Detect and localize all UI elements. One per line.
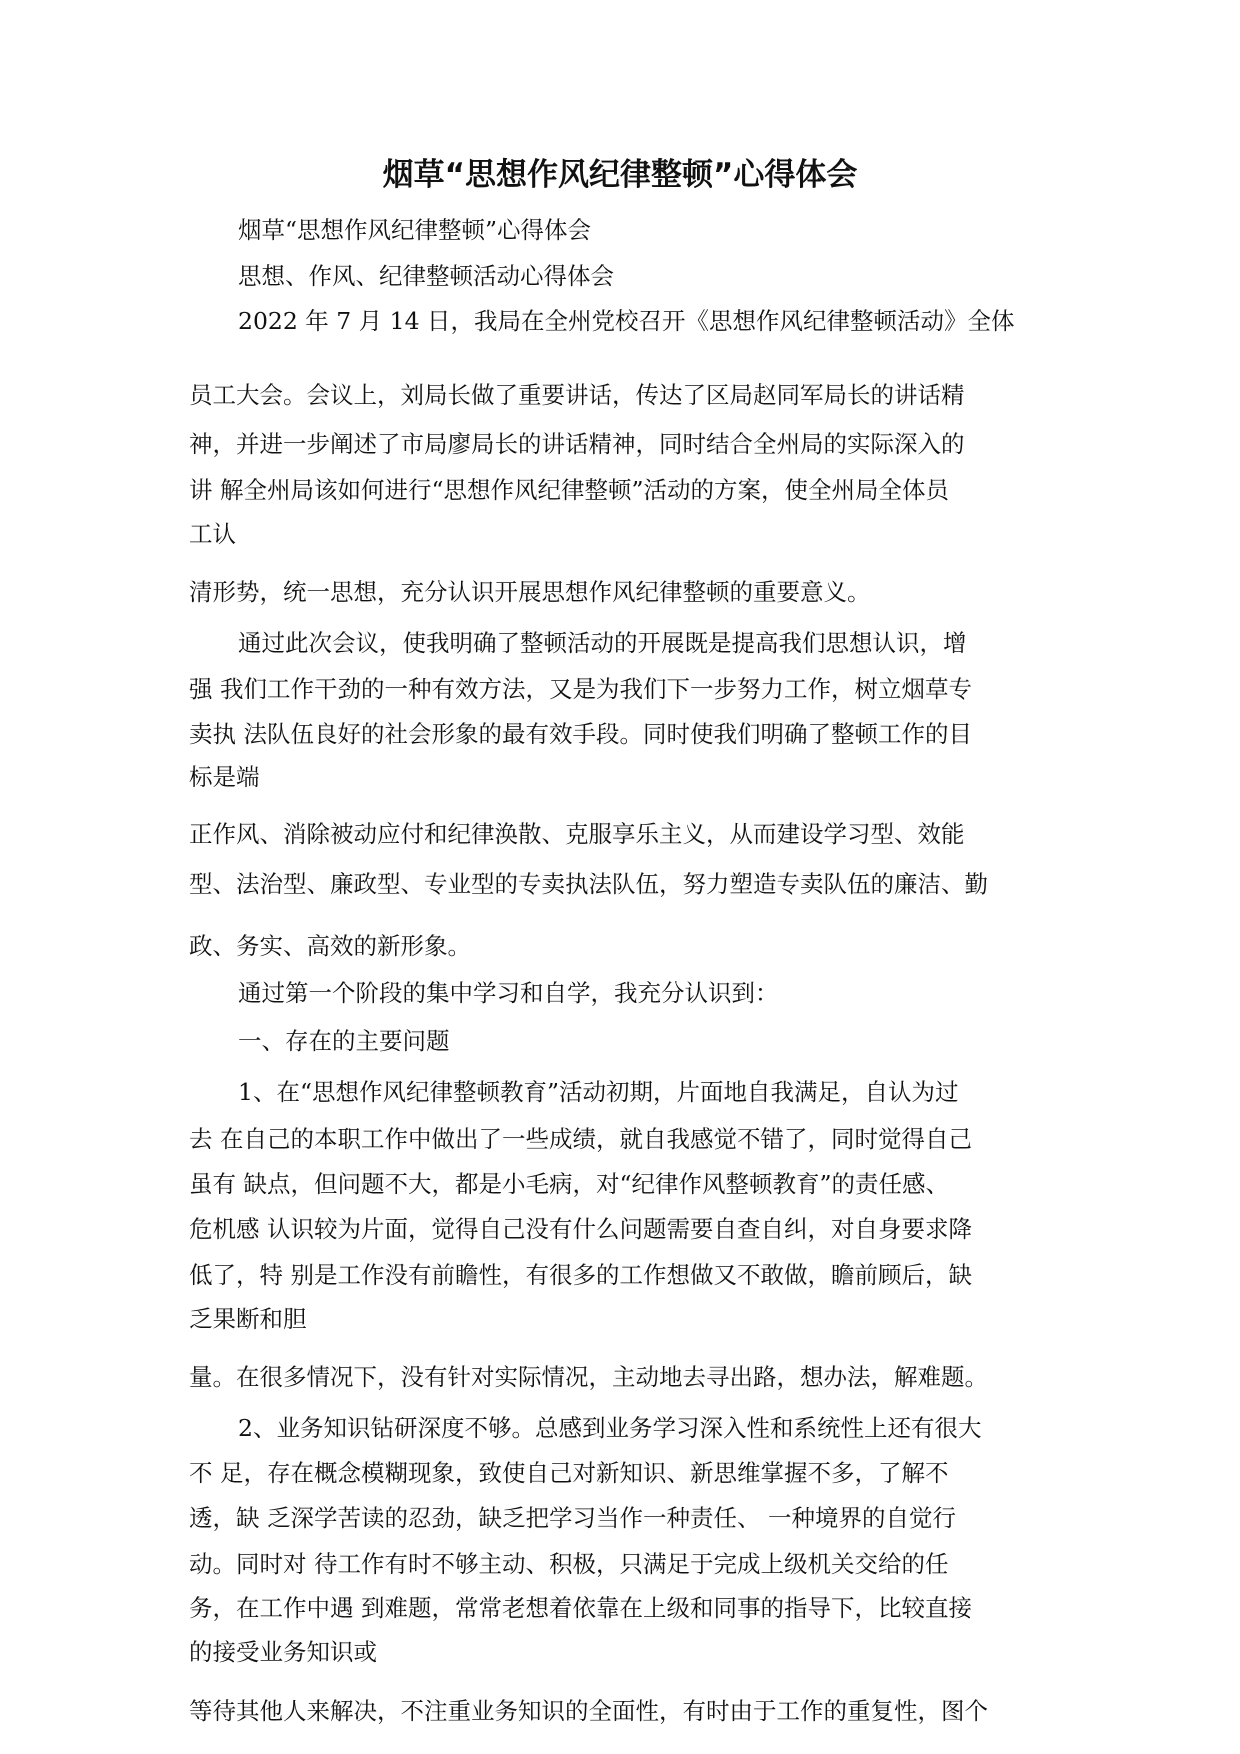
text-line: 等待其他人来解决，不注重业务知识的全面性，有时由于工作的重复性，图个 bbox=[189, 1697, 988, 1725]
text-line: 危机感 认识较为片面，觉得自己没有什么问题需要自查自纠，对自身要求降 bbox=[189, 1215, 972, 1243]
text-line: 低了，特 别是工作没有前瞻性，有很多的工作想做又不敢做，瞻前顾后，缺 bbox=[189, 1261, 972, 1289]
text-line: 虽有 缺点，但问题不大，都是小毛病，对“纪律作风整顿教育”的责任感、 bbox=[189, 1170, 949, 1198]
text-line: 不 足，存在概念模糊现象，致使自己对新知识、新思维掌握不多，了解不 bbox=[189, 1459, 949, 1487]
text-line: 工认 bbox=[189, 520, 236, 548]
text-line: 卖执 法队伍良好的社会形象的最有效手段。同时使我们明确了整顿工作的目 bbox=[189, 720, 972, 748]
text-line: 思想、作风、纪律整顿活动心得体会 bbox=[238, 262, 614, 290]
text-line: 员工大会。会议上，刘局长做了重要讲话，传达了区局赵同军局长的讲话精 bbox=[189, 381, 965, 409]
text-line: 1、在“思想作风纪律整顿教育”活动初期，片面地自我满足，自认为过 bbox=[238, 1078, 959, 1106]
text-line: 量。在很多情况下，没有针对实际情况，主动地去寻出路，想办法，解难题。 bbox=[189, 1363, 988, 1391]
text-line: 讲 解全州局该如何进行“思想作风纪律整顿”活动的方案，使全州局全体员 bbox=[189, 476, 949, 504]
text-line: 的接受业务知识或 bbox=[189, 1638, 377, 1666]
text-line: 神，并进一步阐述了市局廖局长的讲话精神，同时结合全州局的实际深入的 bbox=[189, 430, 965, 458]
text-line: 一、存在的主要问题 bbox=[238, 1027, 450, 1055]
text-line: 强 我们工作干劲的一种有效方法，又是为我们下一步努力工作，树立烟草专 bbox=[189, 675, 972, 703]
text-line: 正作风、消除被动应付和纪律涣散、克服享乐主义，从而建设学习型、效能 bbox=[189, 820, 965, 848]
text-line: 2、业务知识钻研深度不够。总感到业务学习深入性和系统性上还有很大 bbox=[238, 1414, 982, 1442]
text-line: 清形势，统一思想，充分认识开展思想作风纪律整顿的重要意义。 bbox=[189, 578, 871, 606]
text-line: 透，缺 乏深学苦读的忍劲，缺乏把学习当作一种责任、 一种境界的自觉行 bbox=[189, 1504, 956, 1532]
text-line: 去 在自己的本职工作中做出了一些成绩，就自我感觉不错了，同时觉得自己 bbox=[189, 1125, 972, 1153]
text-line: 乏果断和胆 bbox=[189, 1305, 307, 1333]
text-line: 烟草“思想作风纪律整顿”心得体会 bbox=[238, 216, 592, 244]
text-line: 通过第一个阶段的集中学习和自学，我充分认识到： bbox=[238, 979, 779, 1007]
text-line: 型、法治型、廉政型、专业型的专卖执法队伍，努力塑造专卖队伍的廉洁、勤 bbox=[189, 870, 988, 898]
text-line: 务，在工作中遇 到难题，常常老想着依靠在上级和同事的指导下，比较直接 bbox=[189, 1594, 972, 1622]
text-line: 2022 年 7 月 14 日，我局在全州党校召开《思想作风纪律整顿活动》全体 bbox=[238, 307, 1015, 335]
text-line: 动。同时对 待工作有时不够主动、积极，只满足于完成上级机关交给的任 bbox=[189, 1550, 949, 1578]
document-title: 烟草“思想作风纪律整顿”心得体会 bbox=[382, 157, 858, 193]
text-line: 政、务实、高效的新形象。 bbox=[189, 932, 471, 960]
text-line: 通过此次会议，使我明确了整顿活动的开展既是提高我们思想认识，增 bbox=[238, 629, 967, 657]
text-line: 标是端 bbox=[189, 763, 260, 791]
